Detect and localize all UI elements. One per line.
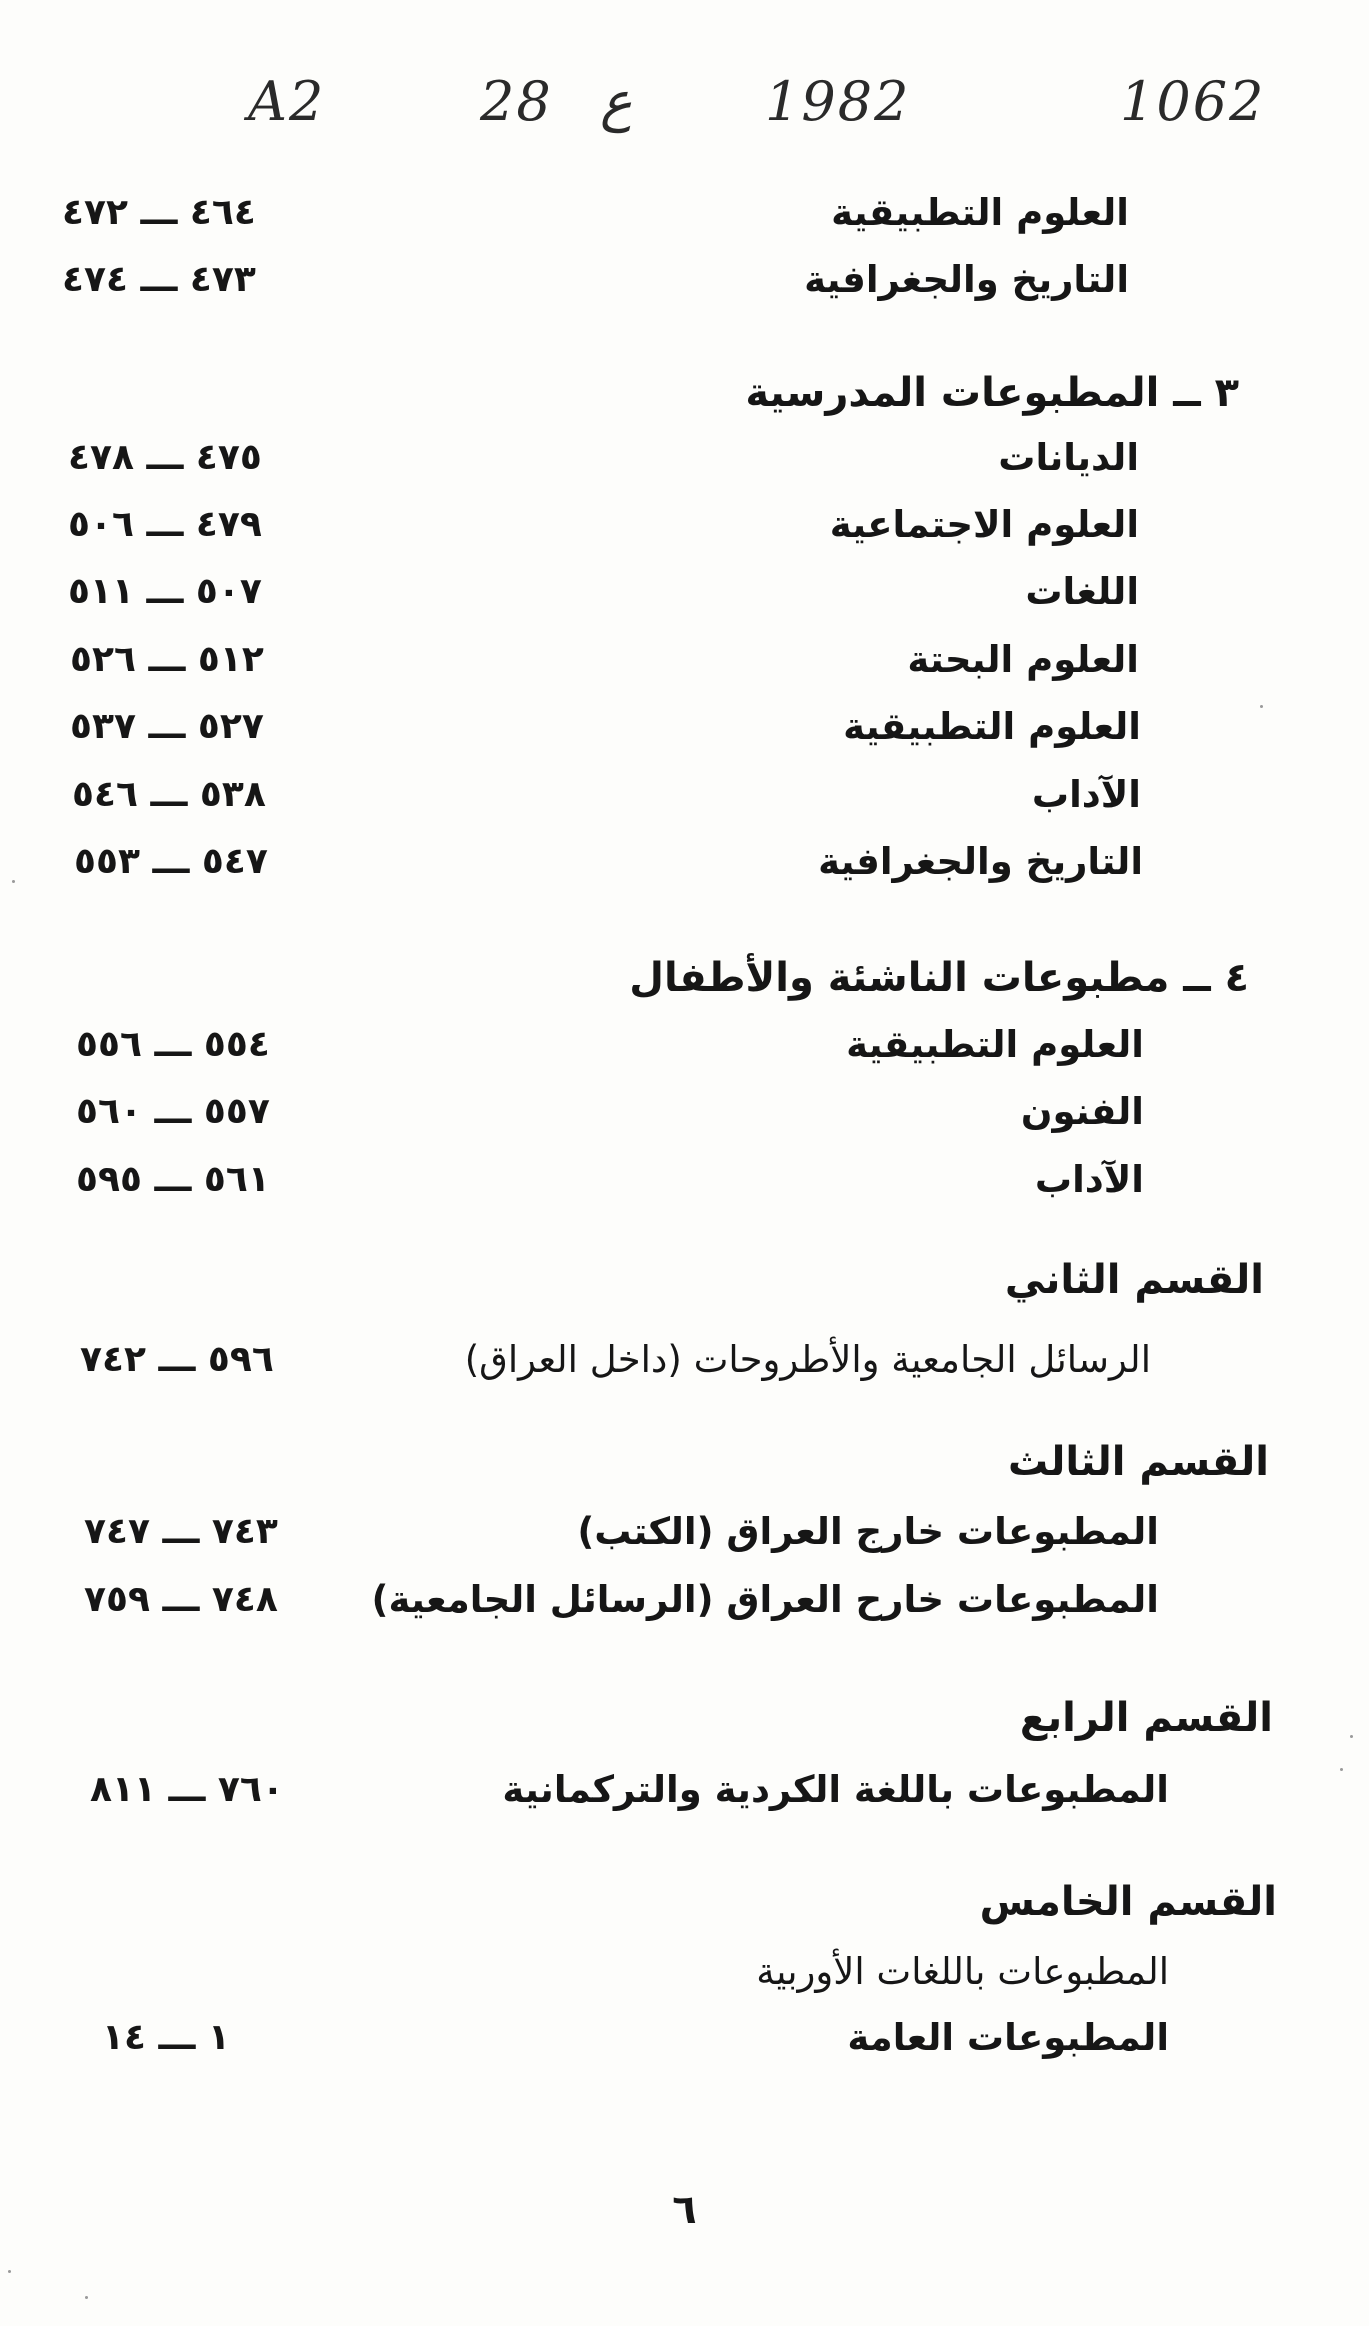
index-entry [0,1150,1369,1210]
entry-pages: ٤٦٤ ـــ ٤٧٢ [62,192,256,233]
index-entry [0,1082,1369,1142]
scan-speck [1260,705,1263,708]
section-heading: القسم الخامس [979,1879,1277,1925]
index-entry [0,250,1369,310]
handwritten-note-day: 28 [480,70,553,133]
index-entry [0,1570,1369,1630]
entry-pages: ٧٤٣ ـــ ٧٤٧ [84,1511,278,1552]
entry-pages: ٤٧٣ ـــ ٤٧٤ [62,259,256,300]
entry-pages: ٥٥٧ ـــ ٥٦٠ [76,1091,270,1132]
entry-label: الرسائل الجامعية والأطروحات (داخل العراق) [464,1338,1151,1381]
index-entry [0,1502,1369,1562]
entry-pages: ٥٠٧ ـــ ٥١١ [68,571,262,612]
index-entry [0,1760,1369,1820]
entry-pages: ٥١٢ ـــ ٥٢٦ [70,639,264,680]
section-heading-row [0,1432,1369,1492]
entry-label: المطبوعات خارح العراق (الرسائل الجامعية) [371,1578,1159,1621]
section-heading: القسم الرابع [1019,1695,1273,1741]
entry-label: الآداب [1034,1158,1144,1201]
entry-label: الفنون [1020,1090,1144,1133]
entry-pages: ٧٦٠ ـــ ٨١١ [90,1769,284,1810]
index-entry [0,630,1369,690]
entry-label: العلوم البحتة [907,638,1139,681]
index-entry [0,697,1369,757]
entry-pages: ١ ـــ ١٤ [102,2017,230,2058]
entry-label: اللغات [1025,570,1139,613]
index-entry [0,1015,1369,1075]
entry-label: العلوم الاجتماعية [829,503,1139,546]
entry-label: الديانات [998,436,1139,479]
entry-label: الآداب [1031,773,1141,816]
section-heading-row [0,363,1369,423]
scan-speck [1350,1735,1353,1738]
section-heading-row [0,1872,1369,1932]
index-entry [0,2008,1369,2068]
handwritten-note-letter: ع [600,70,633,133]
entry-pages: ٥٣٨ ـــ ٥٤٦ [72,774,266,815]
entry-pages: ٥٢٧ ـــ ٥٣٧ [70,706,264,747]
entry-label: العلوم التطبيقية [846,1023,1144,1066]
entry-pages: ٥٩٦ ـــ ٧٤٢ [80,1339,274,1380]
entry-pages: ٥٥٤ ـــ ٥٥٦ [76,1024,270,1065]
section-heading-row [0,1688,1369,1748]
index-entry [0,1330,1369,1390]
section-heading: القسم الثالث [1008,1439,1269,1485]
entry-label: المطبوعات العامة [847,2016,1169,2059]
entry-label: المطبوعات باللغة الكردية والتركمانية [502,1768,1169,1811]
index-entry [0,183,1369,243]
index-entry [0,765,1369,825]
index-entry [0,495,1369,555]
index-entry [0,1942,1369,2002]
entry-label: العلوم التطبيقية [843,705,1141,748]
entry-pages: ٤٧٥ ـــ ٤٧٨ [68,437,262,478]
index-entry [0,428,1369,488]
page-number: ٦ [672,2187,697,2233]
section-heading: ٤ ــ مطبوعات الناشئة والأطفال [629,955,1249,1001]
index-entry [0,832,1369,892]
scan-speck [85,2296,88,2299]
entry-label: التاريخ والجغرافية [818,840,1143,883]
entry-label: التاريخ والجغرافية [804,258,1129,301]
section-heading: القسم الثاني [1004,1257,1264,1303]
handwritten-note-year: 1982 [765,70,911,133]
entry-pages: ٥٦١ ـــ ٥٩٥ [76,1159,270,1200]
entry-pages: ٥٤٧ ـــ ٥٥٣ [74,841,268,882]
section-heading-row [0,1250,1369,1310]
entry-pages: ٤٧٩ ـــ ٥٠٦ [68,504,262,545]
index-entry [0,562,1369,622]
section-heading-row [0,948,1369,1008]
handwritten-note-code: A2 [248,70,326,133]
scan-speck [12,880,15,883]
entry-pages: ٧٤٨ ـــ ٧٥٩ [84,1579,278,1620]
section-heading: ٣ ــ المطبوعات المدرسية [745,370,1239,416]
entry-label: العلوم التطبيقية [831,191,1129,234]
scan-speck [8,2270,11,2273]
entry-label: المطبوعات خارج العراق (الكتب) [577,1510,1159,1553]
entry-label: المطبوعات باللغات الأوربية [756,1950,1169,1993]
scan-speck [1340,1768,1343,1771]
handwritten-note-number: 1062 [1120,70,1266,133]
